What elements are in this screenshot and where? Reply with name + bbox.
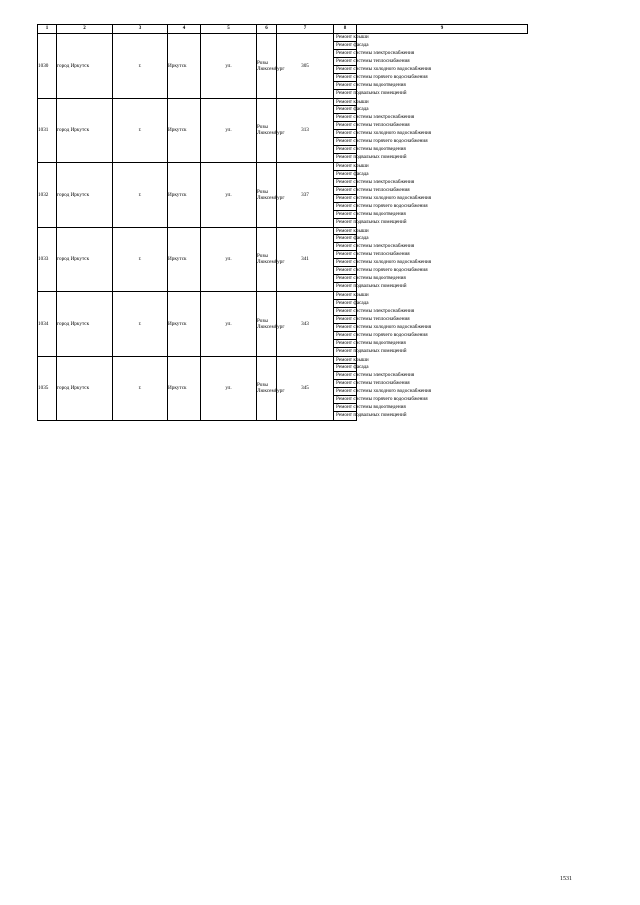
work-item: Ремонт системы холодного водоснабжения [336,65,432,72]
works-list [334,34,432,99]
header-col-8: 8 [334,25,357,34]
table-row [38,163,528,228]
street-name: Розы Люксембург [257,227,277,292]
street-name: Розы Люксембург [257,356,277,421]
work-item: Ремонт системы горячего водоснабжения [336,396,428,403]
work-item: Ремонт системы водоотведения [336,275,406,282]
header-col-9: 9 [357,25,528,34]
work-item: Ремонт крыши [336,163,369,169]
settlement-name: город Иркутск [57,163,113,228]
row-number: 1031 [38,98,57,163]
work-item: Ремонт подвальных помещений [336,154,407,161]
house-number: 345 [277,356,334,421]
street-type: ул. [201,356,257,421]
street-name: Розы Люксембург [257,163,277,228]
work-item: Ремонт системы водоотведения [336,210,406,217]
settlement-name: город Иркутск [57,292,113,357]
settlement-name: город Иркутск [57,356,113,421]
row-number: 1032 [38,163,57,228]
city-type: г. [113,98,168,163]
table-row [38,98,528,163]
work-item: Ремонт фасада [336,364,369,371]
header-col-3: 3 [113,25,168,34]
work-item: Ремонт системы холодного водоснабжения [336,259,432,266]
city-type: г. [113,227,168,292]
work-item: Ремонт системы холодного водоснабжения [336,323,432,330]
work-item: Ремонт системы холодного водоснабжения [336,388,432,395]
city-name: Иркутск [168,227,201,292]
street-name: Розы Люксембург [257,292,277,357]
header-col-2: 2 [57,25,113,34]
header-col-4: 4 [168,25,201,34]
city-type: г. [113,34,168,99]
work-item: Ремонт системы электроснабжения [336,178,415,185]
work-item: Ремонт системы электроснабжения [336,372,415,379]
city-name: Иркутск [168,163,201,228]
street-type: ул. [201,227,257,292]
city-name: Иркутск [168,34,201,99]
city-type: г. [113,163,168,228]
work-item: Ремонт крыши [336,356,369,363]
work-item: Ремонт фасада [336,106,369,113]
work-item: Ремонт системы теплоснабжения [336,122,410,129]
work-item: Ремонт системы горячего водоснабжения [336,331,428,338]
city-type: г. [113,356,168,421]
city-type: г. [113,292,168,357]
table-row [38,227,528,292]
work-item: Ремонт фасада [336,41,369,48]
settlement-name: город Иркутск [57,98,113,163]
house-number: 341 [277,227,334,292]
header-row [38,25,528,34]
work-item: Ремонт крыши [336,34,369,40]
table-row [38,34,528,99]
header-col-1: 1 [38,25,57,34]
works-list [334,227,432,292]
header-col-5: 5 [201,25,257,34]
work-item: Ремонт крыши [336,292,369,298]
street-type: ул. [201,34,257,99]
house-number: 305 [277,34,334,99]
works-list [334,98,432,163]
work-item: Ремонт системы теплоснабжения [336,315,410,322]
city-name: Иркутск [168,292,201,357]
work-item: Ремонт системы холодного водоснабжения [336,130,432,137]
street-type: ул. [201,98,257,163]
work-item: Ремонт крыши [336,227,369,234]
table-row [38,292,528,357]
row-number: 1033 [38,227,57,292]
work-item: Ремонт подвальных помещений [336,218,407,225]
settlement-name: город Иркутск [57,34,113,99]
header-col-6: 6 [257,25,277,34]
work-item: Ремонт системы горячего водоснабжения [336,202,428,209]
work-item: Ремонт системы теплоснабжения [336,251,410,258]
register-table [37,24,528,421]
work-item: Ремонт подвальных помещений [336,89,407,96]
street-name: Розы Люксембург [257,34,277,99]
house-number: 313 [277,98,334,163]
work-item: Ремонт системы электроснабжения [336,243,415,250]
row-number: 1035 [38,356,57,421]
work-item: Ремонт фасада [336,299,369,306]
work-item: Ремонт системы водоотведения [336,81,406,88]
work-item: Ремонт фасада [336,235,369,242]
work-item: Ремонт крыши [336,98,369,105]
work-item: Ремонт системы холодного водоснабжения [336,194,432,201]
work-item: Ремонт системы горячего водоснабжения [336,267,428,274]
work-item: Ремонт системы горячего водоснабжения [336,73,428,80]
table-body [38,34,528,421]
page-number: 1531 [560,876,572,882]
street-type: ул. [201,292,257,357]
work-item: Ремонт подвальных помещений [336,347,407,354]
table-header [38,25,528,34]
table-row [38,356,528,421]
header-col-7: 7 [277,25,334,34]
row-number: 1034 [38,292,57,357]
work-item: Ремонт системы электроснабжения [336,307,415,314]
work-item: Ремонт системы электроснабжения [336,49,415,56]
work-item: Ремонт системы водоотведения [336,339,406,346]
work-item: Ремонт системы водоотведения [336,404,406,411]
work-item: Ремонт системы горячего водоснабжения [336,138,428,145]
work-item: Ремонт системы теплоснабжения [336,380,410,387]
work-item: Ремонт подвальных помещений [336,283,407,290]
works-list [334,356,432,421]
work-item: Ремонт системы водоотведения [336,146,406,153]
works-list [334,163,432,228]
work-item: Ремонт системы теплоснабжения [336,57,410,64]
city-name: Иркутск [168,98,201,163]
city-name: Иркутск [168,356,201,421]
work-item: Ремонт подвальных помещений [336,412,407,419]
street-type: ул. [201,163,257,228]
works-list [334,292,432,357]
house-number: 337 [277,163,334,228]
work-item: Ремонт системы теплоснабжения [336,186,410,193]
house-number: 343 [277,292,334,357]
row-number: 1030 [38,34,57,99]
work-item: Ремонт системы электроснабжения [336,114,415,121]
street-name: Розы Люксембург [257,98,277,163]
settlement-name: город Иркутск [57,227,113,292]
work-item: Ремонт фасада [336,170,369,177]
